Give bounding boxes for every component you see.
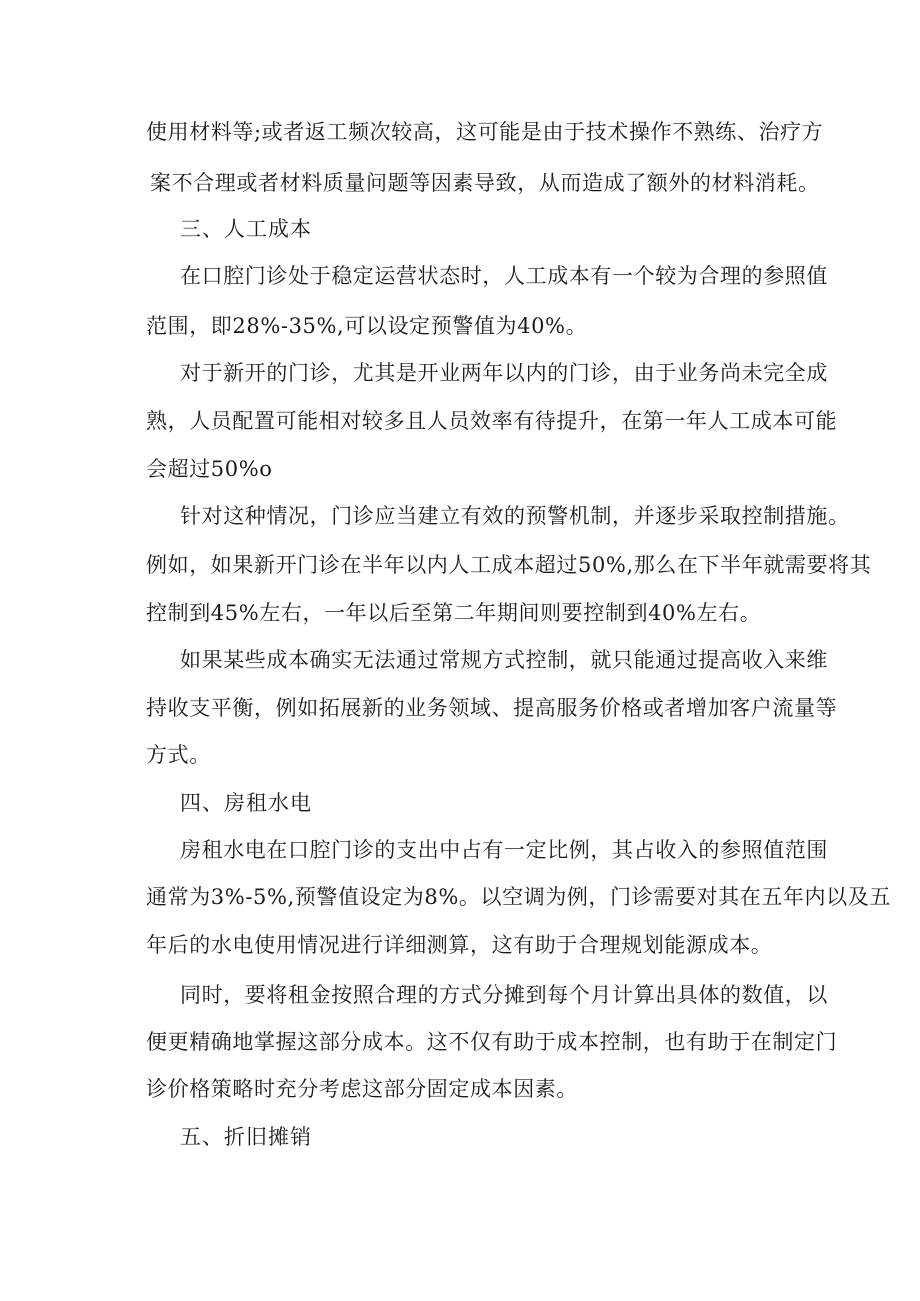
body-text-line: 持收支平衡，例如拓展新的业务领域、提高服务价格或者增加客户流量等 — [146, 696, 838, 720]
body-text-line: 范围，即28%-35%,可以设定预警值为40%。 — [146, 314, 588, 338]
body-text-line: 便更精确地掌握这部分成本。这不仅有助于成本控制，也有助于在制定门 — [146, 1030, 838, 1054]
body-text-line: 控制到45%左右，一年以后至第二年期间则要控制到40%左右。 — [146, 601, 762, 625]
body-text-line: 针对这种情况，门诊应当建立有效的预警机制，并逐步采取控制措施。 — [180, 504, 850, 528]
section-heading: 五、折旧摊销 — [180, 1125, 312, 1149]
body-text-line: 方式。 — [146, 743, 211, 767]
section-heading: 四、房租水电 — [180, 791, 312, 815]
body-text-line: 年后的水电使用情况进行详细测算，这有助于合理规划能源成本。 — [146, 933, 773, 957]
body-text-line: 会超过50%o — [146, 457, 273, 481]
body-text-line: 同时，要将租金按照合理的方式分摊到每个月计算出具体的数值，以 — [180, 983, 828, 1007]
body-text-line: 对于新开的门诊，尤其是开业两年以内的门诊，由于业务尚未完全成 — [180, 361, 828, 385]
body-text-line: 使用材料等;或者返工频次较高，这可能是由于技术操作不熟练、治疗方 — [146, 120, 824, 144]
body-text-line: 案不合理或者材料质量问题等因素导致，从而造成了额外的材料消耗。 — [150, 171, 820, 195]
body-text-line: 诊价格策略时充分考虑这部分固定成本因素。 — [146, 1077, 578, 1101]
section-heading: 三、人工成本 — [180, 217, 312, 241]
body-text-line: 如果某些成本确实无法通过常规方式控制，就只能通过提高收入来维 — [180, 648, 828, 672]
body-text-line: 例如，如果新开门诊在半年以内人工成本超过50%,那么在下半年就需要将其 — [146, 553, 872, 577]
body-text-line: 在口腔门诊处于稳定运营状态时，人工成本有一个较为合理的参照值 — [180, 264, 828, 288]
body-text-line: 熟，人员配置可能相对较多且人员效率有待提升，在第一年人工成本可能 — [146, 409, 838, 433]
body-text-line: 通常为3%-5%,预警值设定为8%。以空调为例，门诊需要对其在五年内以及五 — [146, 885, 891, 909]
body-text-line: 房租水电在口腔门诊的支出中占有一定比例，其占收入的参照值范围 — [180, 838, 828, 862]
